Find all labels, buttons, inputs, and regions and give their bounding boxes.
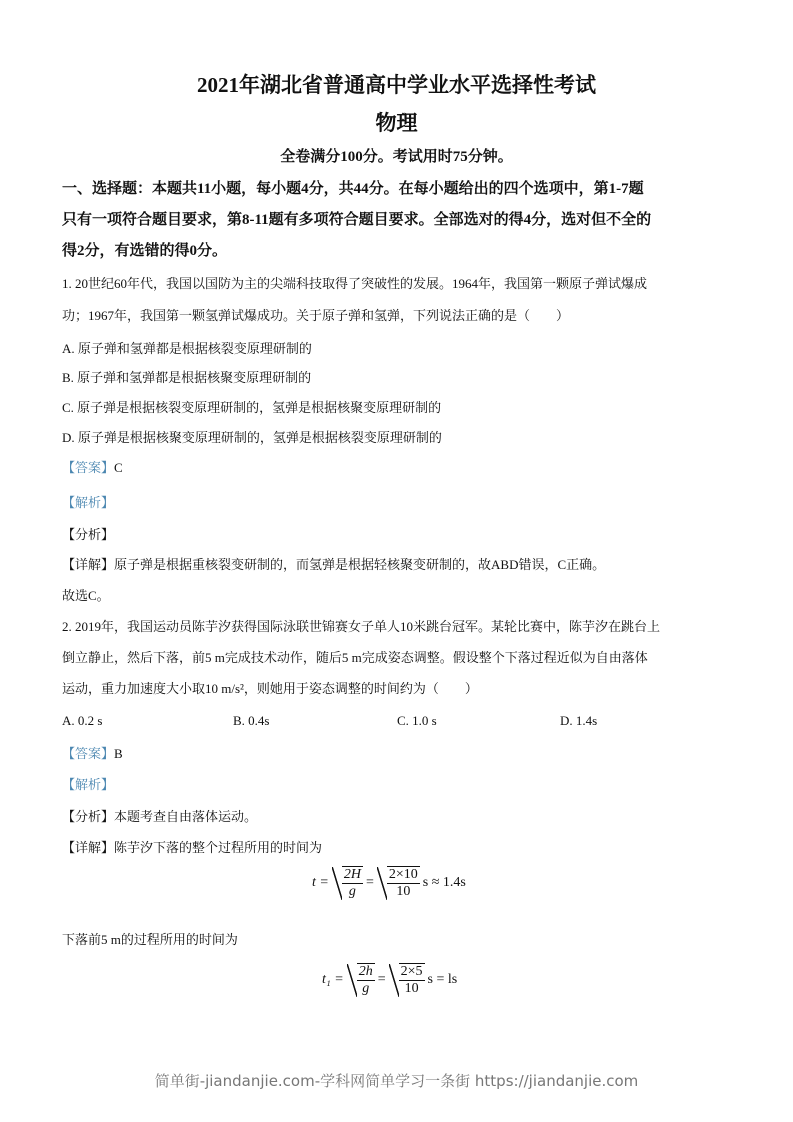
option-c: C. 原子弹是根据核裂变原理研制的，氢弹是根据核聚变原理研制的 <box>62 400 442 415</box>
numerator: 2×5 <box>400 964 423 979</box>
analysis-tag: 【解析】 <box>62 495 115 510</box>
section-line: 一、选择题：本题共11小题，每小题4分，共44分。在每小题给出的四个选项中，第1-7题 <box>62 181 644 197</box>
detail-tag: 【详解】 <box>62 840 115 855</box>
formula-lhs: t = <box>312 875 329 890</box>
fenxi-text: 本题考查自由落体运动。 <box>114 809 258 824</box>
answer <box>62 744 123 764</box>
formula-rhs: s ≈ 1.4s <box>422 875 466 890</box>
equals: = <box>377 972 386 987</box>
detail-text: 原子弹是根据重核裂变研制的，而氢弹是根据轻核聚变研制的，故ABD错误，C正确。 <box>114 557 606 572</box>
answer <box>62 458 123 478</box>
detail <box>62 555 605 575</box>
numerator: 2×10 <box>388 867 418 882</box>
fenxi-tag: 【分析】 <box>62 809 115 824</box>
detail-tag: 【详解】 <box>62 557 115 572</box>
question-stem: 1. 20世纪60年代，我国以国防为主的尖端科技取得了突破性的发展。1964年，我国第一颗原子弹试爆成 <box>62 276 648 291</box>
option-c: C. 1.0 s <box>397 713 437 728</box>
option-b: B. 原子弹和氢弹都是根据核聚变原理研制的 <box>62 370 312 385</box>
question-stem: 功；1967年，我国第一颗氢弹试爆成功。关于原子弹和氢弹，下列说法正确的是（ ） <box>62 308 570 323</box>
mid-text: 下落前5 m的过程所用的时间为 <box>62 932 238 947</box>
formula-rhs: s = ls <box>427 972 458 987</box>
section-line: 只有一项符合题目要求，第8-11题有多项符合题目要求。全部选对的得4分，选对但不全的 <box>62 212 652 228</box>
fenxi-tag: 【分析】 <box>62 527 115 542</box>
denominator: 10 <box>396 884 411 899</box>
numerator: 2H <box>343 867 361 882</box>
question-stem: 2. 2019年，我国运动员陈芋汐获得国际泳联世锦赛女子单人10米跳台冠军。某轮比赛中，陈芋汐在跳台上 <box>62 619 661 634</box>
option-a: A. 原子弹和氢弹都是根据核裂变原理研制的 <box>62 341 312 356</box>
answer-value: B <box>114 746 123 761</box>
answer-tag: 【答案】 <box>62 746 115 761</box>
analysis-tag: 【解析】 <box>62 777 115 792</box>
question-stem: 运动，重力加速度大小取10 m/s²，则她用于姿态调整的时间约为（ ） <box>62 681 478 696</box>
subject-title: 物理 <box>375 111 418 135</box>
exam-info: 全卷满分100分。考试用时75分钟。 <box>280 149 513 165</box>
answer-value: C <box>114 460 123 475</box>
conclusion: 故选C。 <box>62 588 110 603</box>
numerator: 2h <box>358 964 373 979</box>
formula-total-time <box>312 866 466 900</box>
detail-text: 陈芋汐下落的整个过程所用的时间为 <box>114 840 323 855</box>
answer-tag: 【答案】 <box>62 460 115 475</box>
denominator: g <box>348 884 356 899</box>
detail <box>62 838 322 858</box>
equals: = <box>365 875 374 890</box>
option-d: D. 原子弹是根据核聚变原理研制的，氢弹是根据核裂变原理研制的 <box>62 430 442 445</box>
fenxi <box>62 807 257 827</box>
formula-lhs: t₁ = <box>322 972 344 987</box>
exam-title: 2021年湖北省普通高中学业水平选择性考试 <box>197 73 596 97</box>
denominator: g <box>362 981 370 996</box>
footer-watermark: 简单街-jiandanjie.com-学科网简单学习一条街 https://jiandanjie.com <box>154 1072 639 1090</box>
section-line: 得2分，有选错的得0分。 <box>62 243 228 259</box>
option-a: A. 0.2 s <box>62 713 103 728</box>
question-stem: 倒立静止，然后下落，前5 m完成技术动作，随后5 m完成姿态调整。假设整个下落过程近似为自由落体 <box>62 650 648 665</box>
formula-first-time <box>322 963 457 997</box>
option-b: B. 0.4s <box>233 713 270 728</box>
denominator: 10 <box>404 981 419 996</box>
option-d: D. 1.4s <box>560 713 598 728</box>
